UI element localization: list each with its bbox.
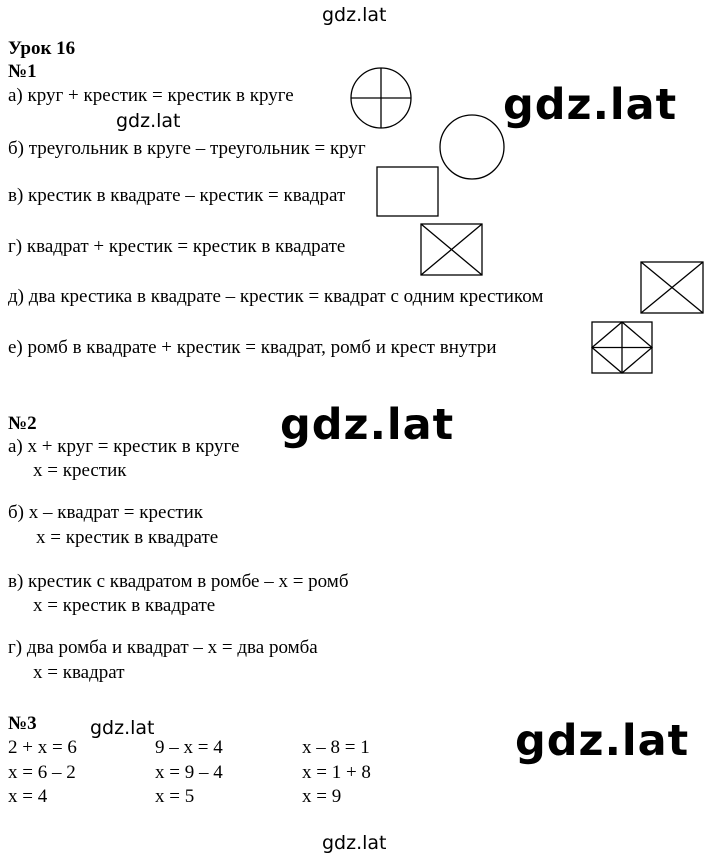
task3-col3-line2: x = 1 + 8 <box>302 762 371 783</box>
task3-col2-line2: x = 9 – 4 <box>155 762 223 783</box>
task1-item-d: д) два крестика в квадрате – крестик = квадрат с одним крестиком <box>8 286 544 307</box>
task1-item-g: г) квадрат + крестик = крестик в квадрате <box>8 236 346 257</box>
task2-answer-g: x = квадрат <box>33 662 125 683</box>
task2-equation-b: б) x – квадрат = крестик <box>8 502 204 523</box>
task3-col1-line3: x = 4 <box>8 786 48 807</box>
task1-item-b: б) треугольник в круге – треугольник = круг <box>8 138 366 159</box>
watermark-large-1: gdz.lat <box>503 80 678 130</box>
watermark-top: gdz.lat <box>322 4 387 26</box>
watermark-small-1: gdz.lat <box>116 110 181 132</box>
watermark-large-3: gdz.lat <box>515 716 690 766</box>
task2-equation-v: в) крестик с квадратом в ромбе – x = ромб <box>8 571 349 592</box>
task2-equation-g: г) два ромба и квадрат – x = два ромба <box>8 637 318 658</box>
circle-figure <box>438 113 506 181</box>
square-rhombus-cross-figure <box>591 321 653 374</box>
task1-item-e: е) ромб в квадрате + крестик = квадрат, ромб и крест внутри <box>8 337 497 358</box>
task3-col2-line1: 9 – x = 4 <box>155 737 223 758</box>
task3-col3-line1: x – 8 = 1 <box>302 737 370 758</box>
task2-answer-b: x = крестик в квадрате <box>36 527 219 548</box>
square-figure <box>376 166 439 217</box>
task3-number: №3 <box>8 713 37 734</box>
task3-col2-line3: x = 5 <box>155 786 195 807</box>
watermark-large-2: gdz.lat <box>280 400 455 450</box>
task2-number: №2 <box>8 413 37 434</box>
watermark-small-2: gdz.lat <box>90 717 155 739</box>
square-with-cross-figure-2 <box>640 261 704 314</box>
task3-col1-line1: 2 + x = 6 <box>8 737 77 758</box>
circle-with-cross-figure <box>349 66 413 130</box>
watermark-bottom: gdz.lat <box>322 832 387 854</box>
task3-col1-line2: x = 6 – 2 <box>8 762 76 783</box>
task1-item-v: в) крестик в квадрате – крестик = квадрат <box>8 185 346 206</box>
task2-answer-a: x = крестик <box>33 460 127 481</box>
task1-number: №1 <box>8 61 37 82</box>
task3-col3-line3: x = 9 <box>302 786 342 807</box>
task2-equation-a: а) x + круг = крестик в круге <box>8 436 240 457</box>
task1-item-a: а) круг + крестик = крестик в круге <box>8 85 294 106</box>
square-with-cross-figure-1 <box>420 223 483 276</box>
task2-answer-v: x = крестик в квадрате <box>33 595 216 616</box>
lesson-title: Урок 16 <box>8 38 76 59</box>
